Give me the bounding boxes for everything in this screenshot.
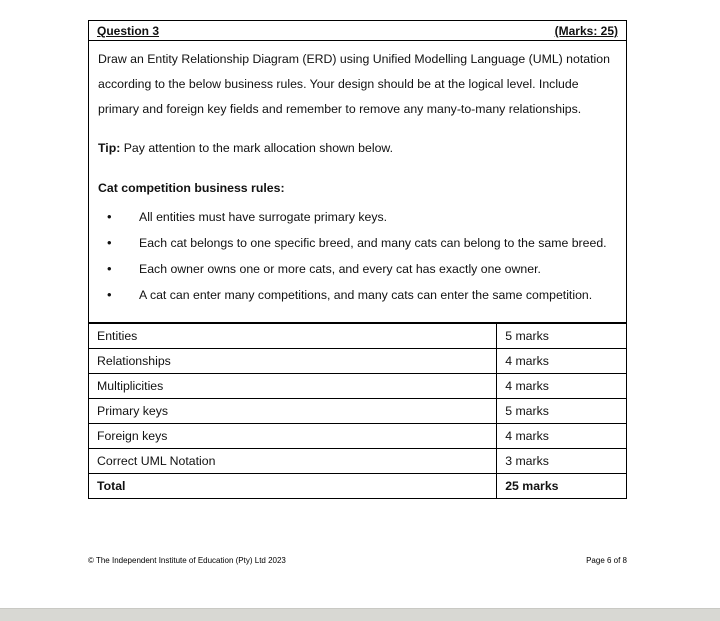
- criterion-cell: Total: [89, 474, 497, 499]
- question-marks: (Marks: 25): [554, 24, 618, 38]
- table-row: [89, 424, 627, 449]
- list-item: [98, 230, 616, 256]
- question-body: [89, 41, 626, 322]
- rule-text: • Each owner owns one or more cats, and every cat has exactly one owner.: [139, 262, 541, 276]
- question-header: [89, 21, 626, 41]
- marks-cell: 3 marks: [497, 449, 627, 474]
- window-bottom-bar: [0, 608, 720, 621]
- page-footer: [88, 556, 627, 565]
- rules-heading: Cat competition business rules:: [98, 181, 285, 195]
- tip-label: Tip:: [98, 141, 121, 155]
- criterion-cell: Primary keys: [89, 399, 497, 424]
- list-item: [98, 256, 616, 282]
- tip-line: [98, 136, 616, 161]
- marks-cell: 4 marks: [497, 349, 627, 374]
- rules-list: [98, 204, 616, 308]
- rule-text: • Each cat belongs to one specific breed, and many cats can belong to the same breed.: [139, 236, 607, 250]
- table-row: [89, 374, 627, 399]
- list-item: [98, 282, 616, 308]
- marks-cell: 4 marks: [497, 374, 627, 399]
- criterion-cell: Correct UML Notation: [89, 449, 497, 474]
- marks-cell: 4 marks: [497, 424, 627, 449]
- criterion-cell: Multiplicities: [89, 374, 497, 399]
- marks-cell: 5 marks: [497, 399, 627, 424]
- table-row: [89, 449, 627, 474]
- marks-allocation-table: [88, 323, 627, 499]
- instruction-paragraph: Draw an Entity Relationship Diagram (ERD) using Unified Modelling Language (UML) notation according to the below business rules. Your design should be at the logical level. Include primary and foreign key fields and remember to remove any many-to-many relationships.: [98, 52, 610, 116]
- table-row: [89, 399, 627, 424]
- list-item: [98, 204, 616, 230]
- question-title: Question 3: [97, 24, 160, 38]
- marks-cell: 5 marks: [497, 324, 627, 349]
- criterion-cell: Entities: [89, 324, 497, 349]
- criterion-cell: Relationships: [89, 349, 497, 374]
- table-row: [89, 349, 627, 374]
- tip-text: Pay attention to the mark allocation shown below.: [120, 141, 394, 155]
- question-box: [88, 20, 627, 323]
- page-number: Page 6 of 8: [586, 556, 627, 565]
- document-page: [88, 20, 627, 499]
- table-row-total: [89, 474, 627, 499]
- rule-text: • A cat can enter many competitions, and many cats can enter the same competition.: [139, 288, 593, 302]
- copyright-text: © The Independent Institute of Education (Pty) Ltd 2023: [88, 556, 286, 565]
- marks-cell: 25 marks: [497, 474, 627, 499]
- table-row: [89, 324, 627, 349]
- criterion-cell: Foreign keys: [89, 424, 497, 449]
- rule-text: • All entities must have surrogate primary keys.: [139, 210, 388, 224]
